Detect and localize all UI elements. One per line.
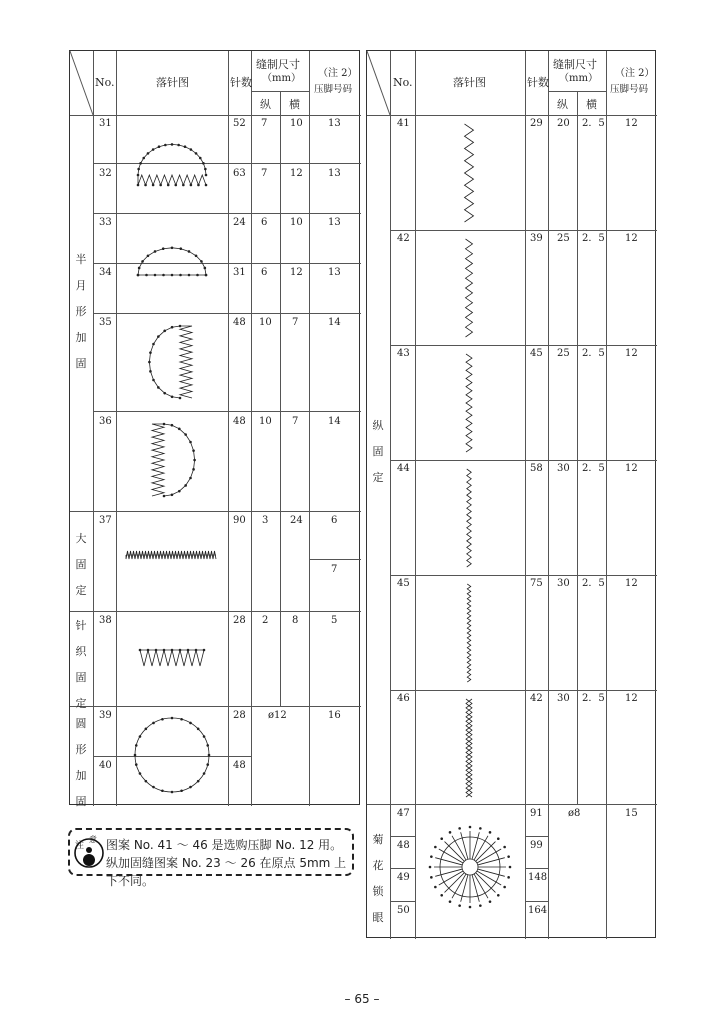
row-45-stitches: 75 <box>530 578 543 589</box>
row-39-foot: 16 <box>328 710 341 721</box>
group-label-eyelet: 菊花锁眼 <box>372 833 384 924</box>
badge-text-right: 意 <box>89 835 97 844</box>
right-pattern-table <box>366 50 656 938</box>
row-34-horizontal: 12 <box>290 267 303 278</box>
row-37-foot-alt: 7 <box>331 564 338 575</box>
row-33-foot: 13 <box>328 217 341 228</box>
row-47-diameter: ø8 <box>568 808 581 819</box>
header-stitch-count: 针数 <box>527 76 549 89</box>
row-47-stitches: 91 <box>530 808 543 819</box>
row-31-stitches: 52 <box>233 118 246 129</box>
row-41-horizontal: 2．5 <box>582 118 605 129</box>
row-37-no: 37 <box>99 515 112 526</box>
left-pattern-table <box>69 50 360 808</box>
row-34-vertical: 6 <box>261 267 268 278</box>
row-37-stitches: 90 <box>233 515 246 526</box>
row-39-diameter: ø12 <box>268 710 287 721</box>
row-43-foot: 12 <box>625 348 638 359</box>
row-31-no: 31 <box>99 118 112 129</box>
needle-diagram-44 <box>459 466 479 570</box>
needle-diagram-31-32 <box>126 123 218 203</box>
row-43-no: 43 <box>397 348 410 359</box>
group-label-vertical-tack: 纵固定 <box>372 419 384 484</box>
row-42-no: 42 <box>397 233 410 244</box>
badge-text-top: 注 <box>75 841 85 851</box>
row-36-no: 36 <box>99 416 112 427</box>
row-47-foot: 15 <box>625 808 638 819</box>
row-32-no: 32 <box>99 168 112 179</box>
row-31-foot: 13 <box>328 118 341 129</box>
row-46-stitches: 42 <box>530 693 543 704</box>
header-presser-foot-no: 压脚号码 <box>314 84 353 95</box>
row-44-no: 44 <box>397 463 410 474</box>
header-sew-size-unit: （mm） <box>262 73 301 84</box>
header-stitch-count: 针数 <box>230 76 252 89</box>
needle-diagram-42 <box>459 236 479 340</box>
needle-diagram-39-40 <box>132 715 212 795</box>
note-text: 图案 No. 41 ～ 46 是选购压脚 No. 12 用。纵加固缝图案 No. 23 ～ 26 在原点 5mm 上下不同。 <box>106 838 347 888</box>
row-48-no: 48 <box>397 840 410 851</box>
needle-diagram-41 <box>459 121 479 225</box>
row-42-foot: 12 <box>625 233 638 244</box>
needle-diagram-37 <box>124 547 220 567</box>
row-36-stitches: 48 <box>233 416 246 427</box>
group-label-half-moon: 半月形加固 <box>75 253 87 370</box>
row-40-stitches: 48 <box>233 760 246 771</box>
row-37-vertical: 3 <box>262 515 269 526</box>
needle-diagram-36 <box>136 417 208 503</box>
row-42-horizontal: 2．5 <box>582 233 605 244</box>
header-note2: （注 2） <box>318 68 358 79</box>
needle-diagram-38 <box>136 646 208 670</box>
row-35-horizontal: 7 <box>292 317 299 328</box>
row-50-stitches: 164 <box>528 905 548 916</box>
row-41-no: 41 <box>397 118 410 129</box>
page-number: – 65 – <box>344 992 380 1006</box>
row-45-horizontal: 2．5 <box>582 578 605 589</box>
row-38-no: 38 <box>99 615 112 626</box>
header-presser-foot-no: 压脚号码 <box>610 84 649 95</box>
header-sew-size: 缝制尺寸 <box>553 58 597 71</box>
row-36-foot: 14 <box>328 416 341 427</box>
row-37-horizontal: 24 <box>290 515 303 526</box>
row-35-vertical: 10 <box>259 317 272 328</box>
row-35-foot: 14 <box>328 317 341 328</box>
row-31-horizontal: 10 <box>290 118 303 129</box>
row-46-vertical: 30 <box>557 693 570 704</box>
row-42-vertical: 25 <box>557 233 570 244</box>
header-vertical: 纵 <box>260 98 271 111</box>
row-33-stitches: 24 <box>233 217 246 228</box>
row-49-stitches: 148 <box>528 872 548 883</box>
row-42-stitches: 39 <box>530 233 543 244</box>
row-34-no: 34 <box>99 267 112 278</box>
needle-diagram-46 <box>459 696 479 800</box>
group-label-circle: 圆形加固 <box>75 717 87 808</box>
row-35-no: 35 <box>99 317 112 328</box>
row-39-stitches: 28 <box>233 710 246 721</box>
row-38-horizontal: 8 <box>292 615 299 626</box>
row-43-vertical: 25 <box>557 348 570 359</box>
header-no: No. <box>393 76 413 89</box>
row-33-vertical: 6 <box>261 217 268 228</box>
row-41-stitches: 29 <box>530 118 543 129</box>
group-label-knit-tack: 针织固定 <box>75 619 87 710</box>
row-31-vertical: 7 <box>261 118 268 129</box>
row-48-stitches: 99 <box>530 840 543 851</box>
row-38-foot: 5 <box>331 615 338 626</box>
row-33-no: 33 <box>99 217 112 228</box>
row-43-stitches: 45 <box>530 348 543 359</box>
row-39-no: 39 <box>99 710 112 721</box>
header-note2: （注 2） <box>615 68 655 79</box>
header-needle-diagram: 落针图 <box>156 76 189 89</box>
header-diagonal <box>367 51 390 115</box>
row-34-foot: 13 <box>328 267 341 278</box>
row-38-stitches: 28 <box>233 615 246 626</box>
row-44-horizontal: 2．5 <box>582 463 605 474</box>
row-37-foot: 6 <box>331 515 338 526</box>
row-46-no: 46 <box>397 693 410 704</box>
row-45-vertical: 30 <box>557 578 570 589</box>
row-32-horizontal: 12 <box>290 168 303 179</box>
row-32-stitches: 63 <box>233 168 246 179</box>
row-32-foot: 13 <box>328 168 341 179</box>
header-horizontal: 横 <box>586 98 597 111</box>
row-34-stitches: 31 <box>233 267 246 278</box>
header-sew-size-unit: （mm） <box>559 73 598 84</box>
row-41-vertical: 20 <box>557 118 570 129</box>
header-horizontal: 横 <box>289 98 300 111</box>
row-45-foot: 12 <box>625 578 638 589</box>
note-box <box>68 828 354 888</box>
row-44-foot: 12 <box>625 463 638 474</box>
row-45-no: 45 <box>397 578 410 589</box>
row-49-no: 49 <box>397 872 410 883</box>
header-vertical: 纵 <box>557 98 568 111</box>
group-label-large-tack: 大固定 <box>75 532 87 597</box>
row-46-horizontal: 2．5 <box>582 693 605 704</box>
row-33-horizontal: 10 <box>290 217 303 228</box>
needle-diagram-45 <box>459 581 479 685</box>
row-35-stitches: 48 <box>233 317 246 328</box>
header-no: No. <box>95 76 115 89</box>
needle-diagram-35 <box>136 319 208 405</box>
header-sew-size: 缝制尺寸 <box>256 58 300 71</box>
row-38-vertical: 2 <box>262 615 269 626</box>
row-32-vertical: 7 <box>261 168 268 179</box>
row-46-foot: 12 <box>625 693 638 704</box>
header-diagonal <box>70 51 93 115</box>
row-36-vertical: 10 <box>259 416 272 427</box>
row-44-vertical: 30 <box>557 463 570 474</box>
row-36-horizontal: 7 <box>292 416 299 427</box>
row-41-foot: 12 <box>625 118 638 129</box>
row-43-horizontal: 2．5 <box>582 348 605 359</box>
row-40-no: 40 <box>99 760 112 771</box>
row-50-no: 50 <box>397 905 410 916</box>
needle-diagram-33-34 <box>126 223 218 303</box>
row-47-no: 47 <box>397 808 410 819</box>
header-needle-diagram: 落针图 <box>453 76 486 89</box>
needle-diagram-43 <box>459 351 479 455</box>
needle-diagram-47-50 <box>427 819 513 915</box>
row-44-stitches: 58 <box>530 463 543 474</box>
